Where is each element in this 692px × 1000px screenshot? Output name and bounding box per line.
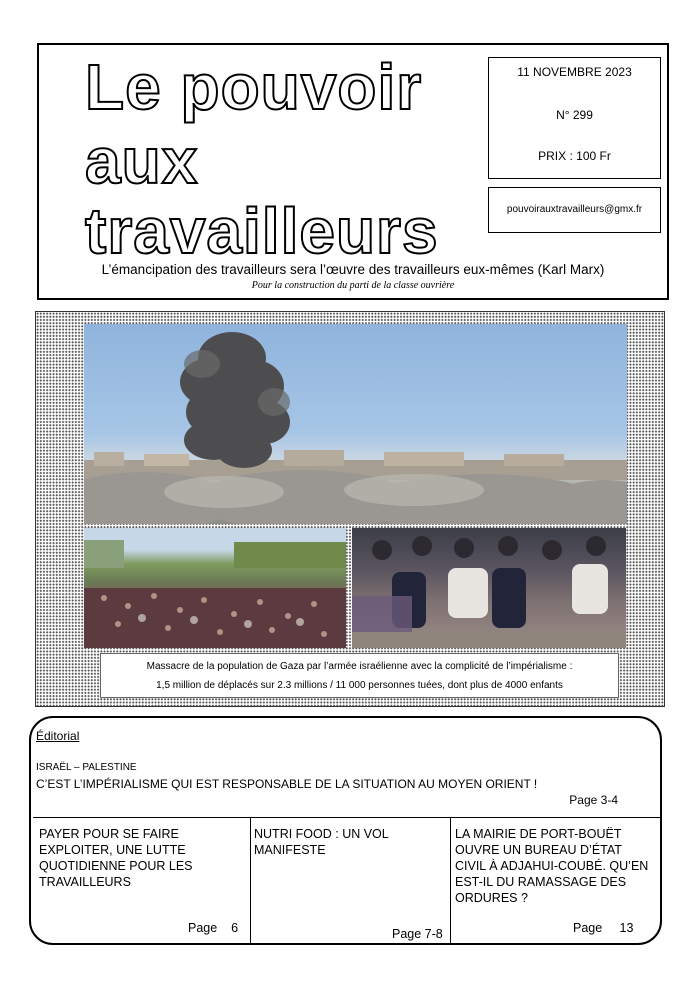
smoke-cloud-illustration xyxy=(84,324,627,524)
column-divider xyxy=(250,817,251,943)
article-page-ref: Page 7-8 xyxy=(392,927,443,941)
bombing-smoke-photo xyxy=(84,324,627,524)
rescue-scene-photo xyxy=(352,528,626,648)
issue-date: 11 NOVEMBRE 2023 xyxy=(517,65,632,79)
photo-caption-line-1: Massacre de la population de Gaza par l’armée israélienne avec la complicité de l’impérialisme : xyxy=(146,661,573,672)
displaced-crowd-photo xyxy=(84,528,346,648)
issue-number: N° 299 xyxy=(556,108,593,122)
article-title-payer[interactable]: PAYER POUR SE FAIRE EXPLOITER, UNE LUTTE QUOTIDIENNE POUR LES TRAVAILLEURS xyxy=(39,827,193,889)
article-title-mairie-port-bouet[interactable]: LA MAIRIE DE PORT-BOUËT OUVRE UN BUREAU D’ÉTAT CIVIL À ADJAHUI-COUBÉ. QU’EN EST-IL DU RAMASSAGE DES ORDURES ? xyxy=(455,827,649,905)
issue-info-box xyxy=(488,57,661,179)
front-page-photo-block xyxy=(35,311,665,707)
subslogan: Pour la construction du parti de la classe ouvrière xyxy=(251,280,455,291)
crowd-illustration xyxy=(84,528,346,648)
editorial-heading: Éditorial xyxy=(36,729,80,743)
article-page-ref: Page 6 xyxy=(188,921,239,935)
photo-caption-line-2: 1,5 million de déplacés sur 2.3 millions / 11 000 personnes tuées, dont plus de 4000 enfants xyxy=(156,680,563,691)
editorial-headline[interactable]: C’EST L’IMPÉRIALISME QUI EST RESPONSABLE DE LA SITUATION AU MOYEN ORIENT ! xyxy=(36,777,538,791)
newspaper-title-line-1: Le pouvoir xyxy=(85,51,423,123)
column-divider xyxy=(450,817,451,943)
article-title-nutri-food[interactable]: NUTRI FOOD : UN VOL MANIFESTE xyxy=(254,827,389,857)
article-page-ref: Page 13 xyxy=(573,921,634,935)
section-divider xyxy=(33,817,660,818)
issue-price: PRIX : 100 Fr xyxy=(538,149,611,163)
contact-email[interactable]: pouvoirauxtravailleurs@gmx.fr xyxy=(506,204,643,215)
slogan: L’émancipation des travailleurs sera l’œuvre des travailleurs eux-mêmes (Karl Marx) xyxy=(101,262,605,277)
masthead xyxy=(37,43,669,300)
contact-email-box xyxy=(488,187,661,233)
newspaper-title-line-2: aux xyxy=(85,125,199,197)
rescue-crowd-illustration xyxy=(352,528,626,648)
editorial-kicker: ISRAËL – PALESTINE xyxy=(36,762,137,773)
photo-caption xyxy=(100,653,619,698)
newspaper-title-line-3: travailleurs xyxy=(85,195,439,267)
editorial-contents-box xyxy=(29,716,662,945)
editorial-page-ref: Page 3-4 xyxy=(569,793,618,807)
